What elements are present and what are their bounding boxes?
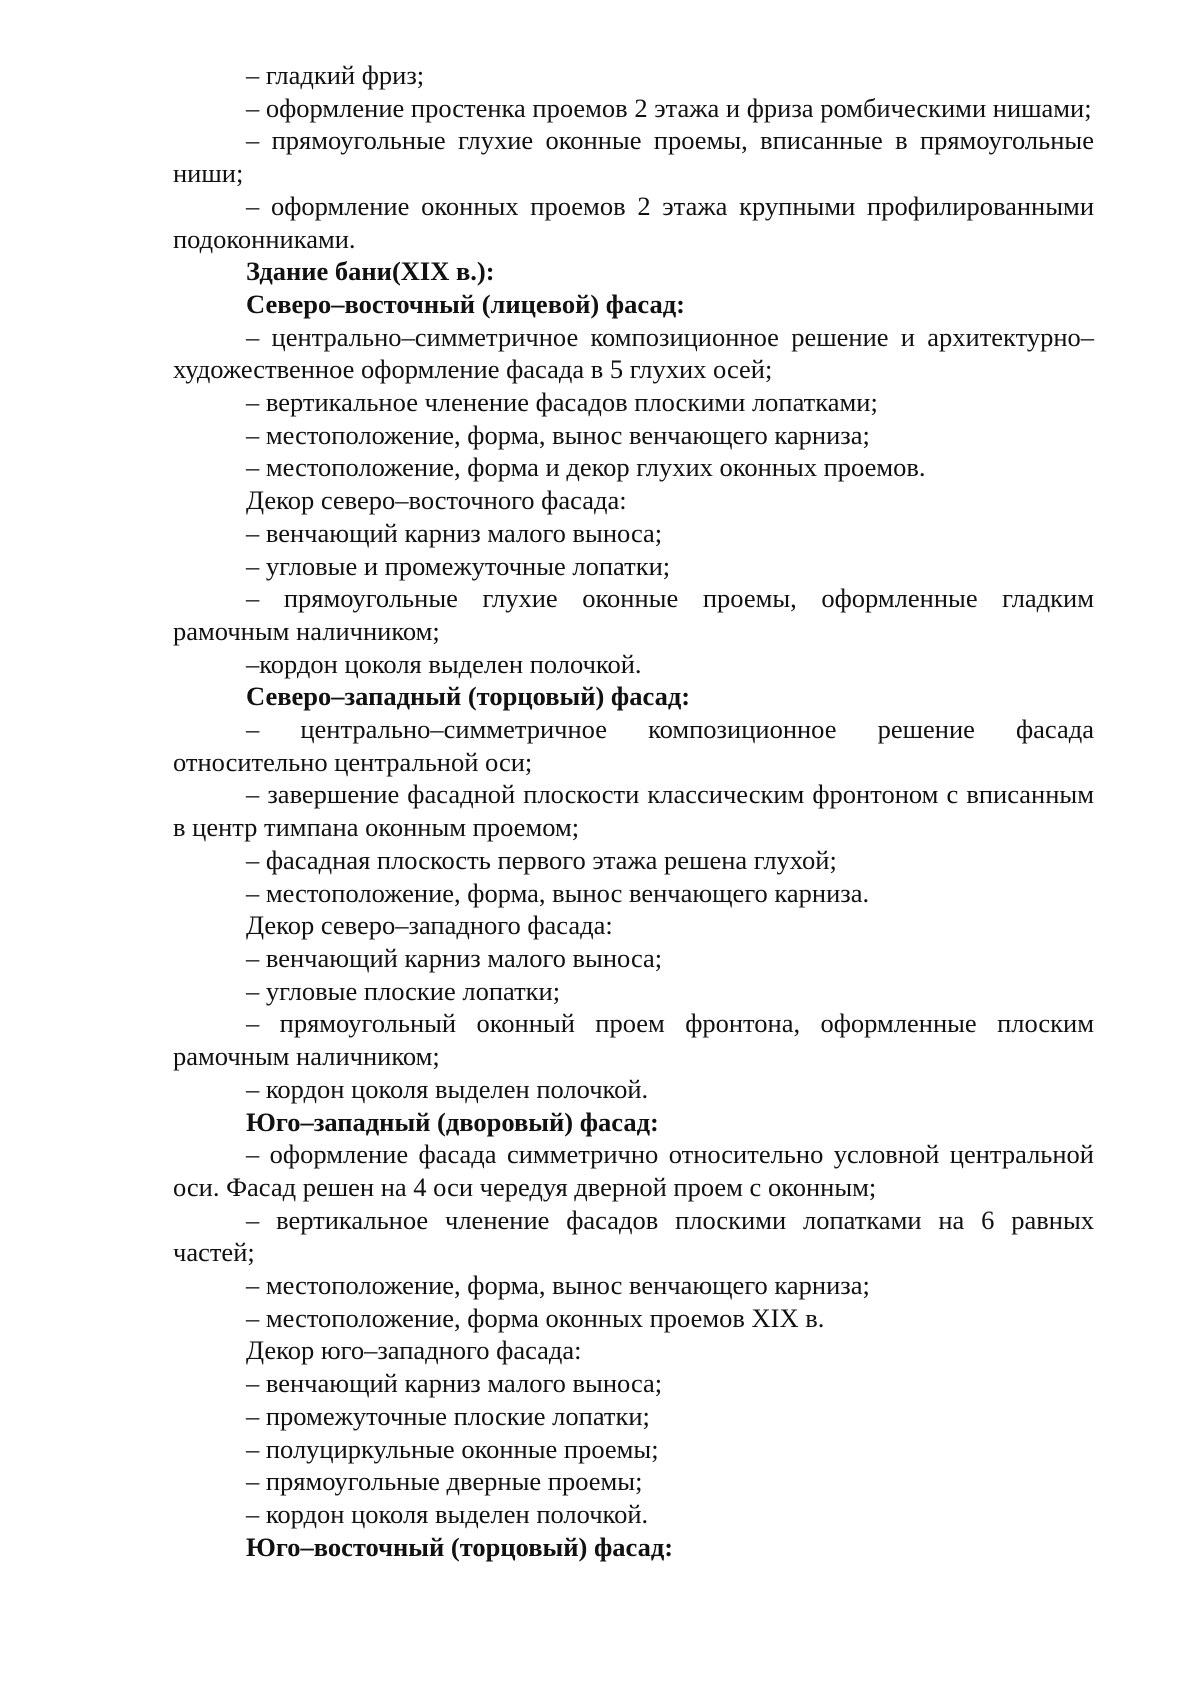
list-item: – прямоугольные глухие оконные проемы, вписанные в прямоугольные ниши; — [173, 125, 1094, 189]
list-item: – завершение фасадной плоскости классическим фронтоном с вписанным в центр тимпана оконным проемом; — [173, 779, 1094, 843]
list-item: –кордон цоколя выделен полочкой. — [246, 648, 642, 679]
subheading-decor: Декор северо–западного фасада: — [246, 910, 613, 941]
list-item: – местоположение, форма, вынос венчающего карниза; — [246, 1270, 870, 1301]
section-heading-northwest-facade: Северо–западный (торцовый) фасад: — [246, 681, 691, 712]
section-heading-northeast-facade: Северо–восточный (лицевой) фасад: — [246, 288, 685, 319]
subheading-decor: Декор юго–западного фасада: — [246, 1335, 582, 1366]
list-item: – угловые плоские лопатки; — [246, 975, 561, 1006]
list-item: – центрально–симметричное композиционное решение и архитектурно–художественное оформление фасада в 5 глухих осей; — [173, 321, 1094, 385]
list-item: – промежуточные плоские лопатки; — [246, 1400, 650, 1431]
list-item: – оформление фасада симметрично относительно условной центральной оси. Фасад решен на 4 оси чередуя дверной проем с оконным; — [173, 1139, 1094, 1202]
list-item: – прямоугольный оконный проем фронтона, оформленные плоским рамочным наличником; — [173, 1008, 1094, 1072]
list-item: – оформление простенка проемов 2 этажа и фриза ромбическими нишами; — [246, 92, 1092, 123]
list-item: – местоположение, форма, вынос венчающего карниза. — [246, 877, 870, 908]
subheading-decor: Декор северо–восточного фасада: — [246, 485, 627, 516]
list-item: – местоположение, форма оконных проемов XIX в. — [246, 1302, 825, 1333]
document-page — [173, 59, 1094, 1563]
list-item: – кордон цоколя выделен полочкой. — [246, 1498, 649, 1529]
list-item: – прямоугольные дверные проемы; — [246, 1466, 643, 1497]
list-item: – полуциркульные оконные проемы; — [246, 1433, 659, 1464]
section-heading-bath-building: Здание бани(XIX в.): — [246, 256, 495, 287]
section-heading-southeast-facade: Юго–восточный (торцовый) фасад: — [246, 1531, 674, 1562]
list-item: – венчающий карниз малого выноса; — [246, 942, 663, 973]
list-item: – гладкий фриз; — [246, 60, 425, 90]
list-item: – венчающий карниз малого выноса; — [246, 517, 663, 548]
list-item: – венчающий карниз малого выноса; — [246, 1368, 663, 1399]
section-heading-southwest-facade: Юго–западный (дворовый) фасад: — [246, 1106, 659, 1137]
list-item: – вертикальное членение фасадов плоскими лопатками; — [246, 387, 878, 418]
list-item: – кордон цоколя выделен полочкой. — [246, 1073, 649, 1104]
list-item: – оформление оконных проемов 2 этажа крупными профилированными подоконниками. — [173, 190, 1094, 254]
list-item: – прямоугольные глухие оконные проемы, оформленные гладким рамочным наличником; — [173, 583, 1094, 646]
list-item: – фасадная плоскость первого этажа решена глухой; — [246, 844, 837, 875]
list-item: – центрально–симметричное композиционное решение фасада относительно центральной оси; — [173, 714, 1094, 777]
list-item: – вертикальное членение фасадов плоскими лопатками на 6 равных частей; — [173, 1204, 1094, 1268]
list-item: – местоположение, форма, вынос венчающего карниза; — [246, 419, 870, 450]
list-item: – местоположение, форма и декор глухих оконных проемов. — [246, 452, 926, 483]
list-item: – угловые и промежуточные лопатки; — [246, 550, 671, 581]
